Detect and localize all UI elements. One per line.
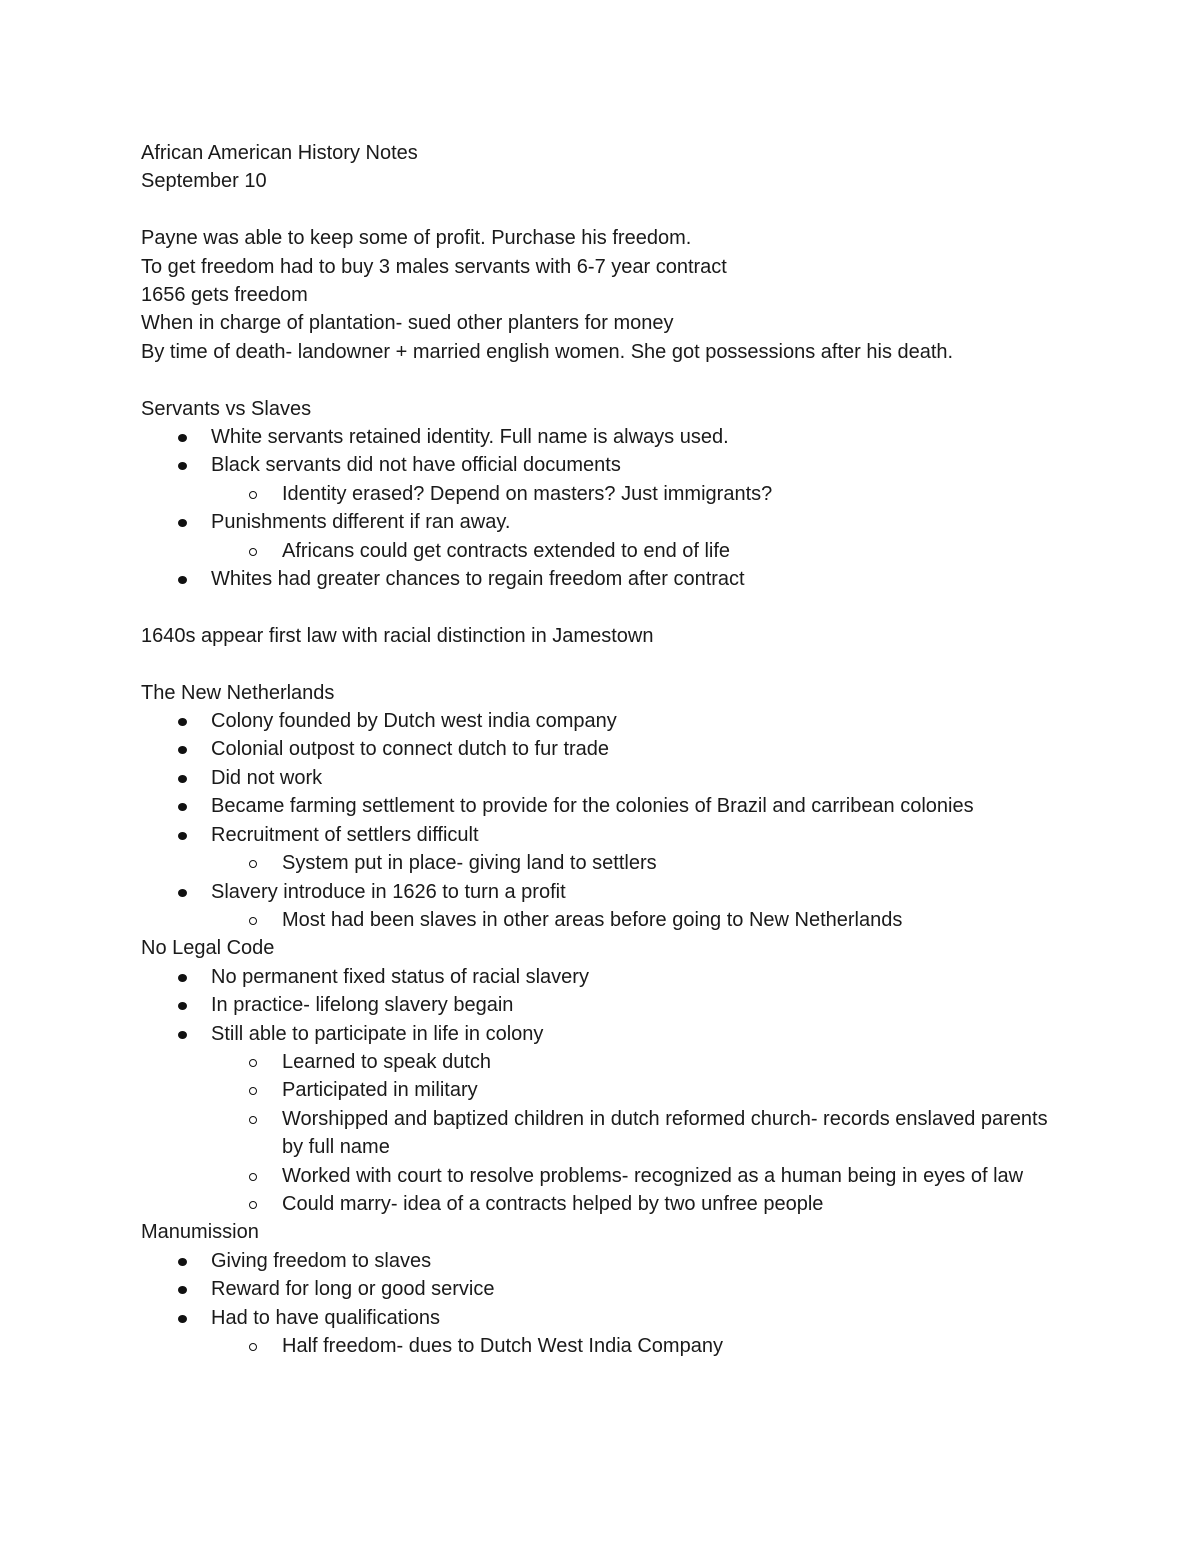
sub-list-item-text: Participated in military (282, 1079, 478, 1102)
list-item (141, 423, 1061, 451)
bullet-dot-icon (178, 1031, 187, 1039)
bullet-dot-icon (178, 718, 187, 726)
bullet-circle-icon (249, 1059, 257, 1067)
list-item-text: In practice- lifelong slavery begain (211, 994, 514, 1017)
bullet-dot-icon (178, 1315, 187, 1323)
spacer (141, 366, 1061, 394)
list-item (141, 1020, 1061, 1048)
document-title: African American History Notes (141, 142, 418, 164)
sub-list-item-text: Most had been slaves in other areas before going to New Netherlands (282, 908, 903, 931)
bullet-circle-icon (249, 1343, 257, 1351)
sub-list-item-text: Could marry- idea of a contracts helped by two unfree people (282, 1192, 824, 1215)
intro-line: By time of death- landowner + married english women. She got possessions after his death. (141, 340, 954, 363)
intro-line: To get freedom had to buy 3 males servants with 6-7 year contract (141, 255, 727, 278)
spacer (141, 650, 1061, 678)
bullet-dot-icon (178, 889, 187, 897)
list-item-text: Giving freedom to slaves (211, 1249, 432, 1272)
sub-list-item (141, 537, 1061, 565)
sub-list-item (141, 1076, 1061, 1104)
bullet-list (141, 423, 1061, 593)
servants-vs-slaves-section (141, 395, 1061, 594)
new-netherlands-section (141, 679, 1061, 935)
list-item-text: Became farming settlement to provide for the colonies of Brazil and carribean colonies (211, 795, 974, 818)
spacer (141, 593, 1061, 621)
intro-line: When in charge of plantation- sued other planters for money (141, 312, 674, 335)
bullet-dot-icon (178, 434, 187, 442)
list-item (141, 1275, 1061, 1303)
list-item (141, 508, 1061, 536)
list-item (141, 764, 1061, 792)
sub-list-item-text: System put in place- giving land to settlers (282, 852, 657, 875)
spacer (141, 196, 1061, 224)
list-item-text: Slavery introduce in 1626 to turn a profit (211, 880, 566, 903)
bullet-dot-icon (178, 803, 187, 811)
list-item (141, 735, 1061, 763)
sub-list-item (141, 849, 1061, 877)
list-item-text: Black servants did not have official documents (211, 454, 621, 477)
bullet-dot-icon (178, 519, 187, 527)
bullet-circle-icon (249, 917, 257, 925)
list-item-text: White servants retained identity. Full name is always used. (211, 426, 729, 449)
list-item (141, 991, 1061, 1019)
section-heading: Servants vs Slaves (141, 397, 312, 420)
sub-list-item-text: Africans could get contracts extended to end of life (282, 539, 731, 562)
list-item-text: No permanent fixed status of racial slavery (211, 965, 589, 988)
sub-list-item-text: Worked with court to resolve problems- recognized as a human being in eyes of law (282, 1164, 1024, 1187)
bullet-circle-icon (249, 1201, 257, 1209)
list-item (141, 821, 1061, 849)
section-heading: The New Netherlands (141, 681, 335, 704)
manumission-section (141, 1218, 1061, 1360)
bullet-dot-icon (178, 1002, 187, 1010)
bullet-circle-icon (249, 860, 257, 868)
bullet-dot-icon (178, 1286, 187, 1294)
list-item-text: Reward for long or good service (211, 1278, 495, 1301)
sub-list-item (141, 1105, 1061, 1162)
list-item-text: Did not work (211, 766, 323, 789)
bullet-dot-icon (178, 974, 187, 982)
list-item (141, 1304, 1061, 1332)
list-item-text: Recruitment of settlers difficult (211, 823, 479, 846)
sub-list-item (141, 1048, 1061, 1076)
bullet-dot-icon (178, 1258, 187, 1266)
list-item-text: Punishments different if ran away. (211, 511, 511, 534)
sub-list-item (141, 1162, 1061, 1190)
list-item (141, 963, 1061, 991)
list-item-text: Whites had greater chances to regain freedom after contract (211, 568, 745, 591)
sub-list-item (141, 480, 1061, 508)
list-item-text: Had to have qualifications (211, 1306, 441, 1329)
sub-list-item-text: Half freedom- dues to Dutch West India Company (282, 1335, 723, 1357)
sub-list-item-text: Learned to speak dutch (282, 1050, 492, 1073)
intro-line: Payne was able to keep some of profit. Purchase his freedom. (141, 227, 692, 250)
section-heading: No Legal Code (141, 937, 275, 960)
bullet-dot-icon (178, 576, 187, 584)
sub-list-item (141, 906, 1061, 934)
bullet-circle-icon (249, 491, 257, 499)
bullet-list (141, 963, 1061, 1219)
bullet-dot-icon (178, 746, 187, 754)
bullet-circle-icon (249, 1087, 257, 1095)
intro-section (141, 224, 1061, 366)
sub-list-item-text: Identity erased? Depend on masters? Just immigrants? (282, 482, 773, 505)
sub-list-item (141, 1332, 1061, 1360)
section-heading: Manumission (141, 1221, 259, 1244)
bullet-dot-icon (178, 775, 187, 783)
bullet-dot-icon (178, 462, 187, 470)
bullet-circle-icon (249, 548, 257, 556)
sub-list-item (141, 1190, 1061, 1218)
bullet-circle-icon (249, 1173, 257, 1181)
no-legal-code-section (141, 934, 1061, 1218)
list-item-text: Colony founded by Dutch west india company (211, 710, 617, 733)
bullet-circle-icon (249, 1116, 257, 1124)
document-date: September 10 (141, 170, 267, 193)
list-item-text: Colonial outpost to connect dutch to fur trade (211, 738, 610, 761)
bullet-dot-icon (178, 832, 187, 840)
list-item (141, 1247, 1061, 1275)
list-item (141, 878, 1061, 906)
sub-list-item-text: Worshipped and baptized children in dutch reformed church- records enslaved parents by full name (282, 1107, 1048, 1159)
intro-line: 1656 gets freedom (141, 284, 308, 307)
list-item-text: Still able to participate in life in colony (211, 1022, 544, 1045)
document-page (141, 139, 1061, 1360)
law-note: 1640s appear first law with racial distinction in Jamestown (141, 624, 654, 647)
list-item (141, 707, 1061, 735)
list-item (141, 565, 1061, 593)
list-item (141, 792, 1061, 820)
list-item (141, 451, 1061, 479)
bullet-list (141, 1247, 1061, 1361)
bullet-list (141, 707, 1061, 934)
